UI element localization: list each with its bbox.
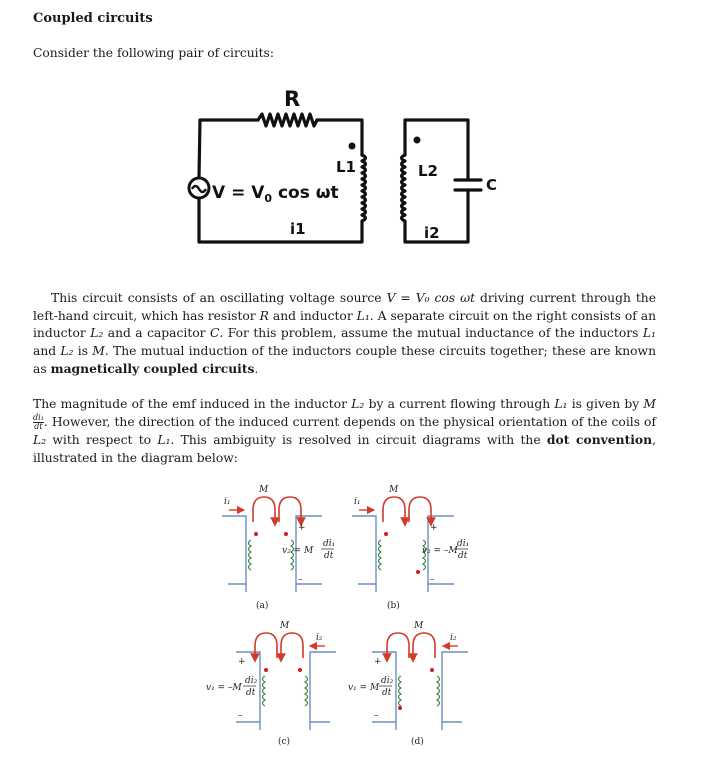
source-label-tail: cos ωt	[272, 183, 339, 203]
minus-label: –	[430, 575, 435, 585]
minus-label: –	[238, 711, 243, 721]
minus-label: –	[298, 575, 303, 585]
mutual-label: M	[259, 485, 269, 495]
dot-diagram-c	[206, 621, 336, 747]
voltage-expr: v₂ = –M	[422, 546, 458, 556]
mutual-label: M	[280, 621, 290, 631]
mutual-label: M	[389, 485, 399, 495]
paragraph-circuit-description: This circuit consists of an oscillating voltage source V = V₀ cos ωt driving current through the left-hand circuit, which has resistor R and inductor L₁. A separate circuit on the right consists of an inductor L₂ and a capacitor C. For this problem, assume the mutual inductance of the inductors L₁ and L₂ is M. The mutual induction of the inductors couple these circuits together; these are known as magnetically coupled circuits.	[33, 291, 657, 376]
current-label: i₁	[224, 497, 231, 507]
voltage-expr: v₂ = M	[282, 546, 314, 556]
current-label: i₁	[354, 497, 361, 507]
intro-text: Consider the following pair of circuits:	[33, 46, 274, 60]
current-label: i₂	[316, 633, 323, 643]
inductor-l2-label: L2	[418, 162, 438, 180]
plus-label: +	[238, 657, 246, 667]
current-i2-label: i2	[424, 224, 440, 242]
frac-num: di₂	[381, 676, 394, 686]
dot-diagram-d	[348, 621, 468, 747]
frac-num: di₁	[323, 539, 336, 549]
caption: (a)	[256, 601, 269, 611]
frac-num: di₂	[245, 676, 258, 686]
frac-num: di₁	[457, 539, 470, 549]
resistor-label: R	[284, 87, 301, 111]
frac-den: dt	[324, 551, 334, 561]
source-label-sub: 0	[264, 192, 273, 205]
voltage-expr: v₁ = M	[348, 683, 380, 693]
paragraph-dot-convention: The magnitude of the emf induced in the inductor L₂ by a current flowing through L₁ is given by M $\frac{\text{di₁}}{dt}$ . However, the direction of the induced current depends on the physical orientation of the coils of L₂ with respect to L₁. This ambiguity is resolved in circuit diagrams with the dot convention, illustrated in the diagram below:	[33, 397, 657, 465]
plus-label: +	[430, 523, 438, 533]
frac-den: dt	[458, 551, 468, 561]
source-label-main: V = V	[212, 183, 265, 203]
dot-diagram-b	[352, 485, 469, 611]
dot-diagram-a	[222, 485, 335, 611]
emf-fraction: $\frac{\text{di₁}}{dt}$	[33, 412, 44, 431]
inductor-l1-label: L1	[336, 158, 356, 176]
mutual-label: M	[414, 621, 424, 631]
frac-den: dt	[246, 688, 256, 698]
minus-label: –	[374, 711, 379, 721]
current-label: i₂	[450, 633, 457, 643]
capacitor-label: C	[486, 176, 498, 194]
section-heading: Coupled circuits	[33, 11, 153, 26]
voltage-expr: v₁ = –M	[206, 683, 242, 693]
caption: (d)	[411, 737, 424, 747]
plus-label: +	[374, 657, 382, 667]
caption: (b)	[387, 601, 400, 611]
frac-den: dt	[382, 688, 392, 698]
plus-label: +	[298, 523, 306, 533]
caption: (c)	[278, 737, 291, 747]
current-i1-label: i1	[290, 220, 306, 238]
